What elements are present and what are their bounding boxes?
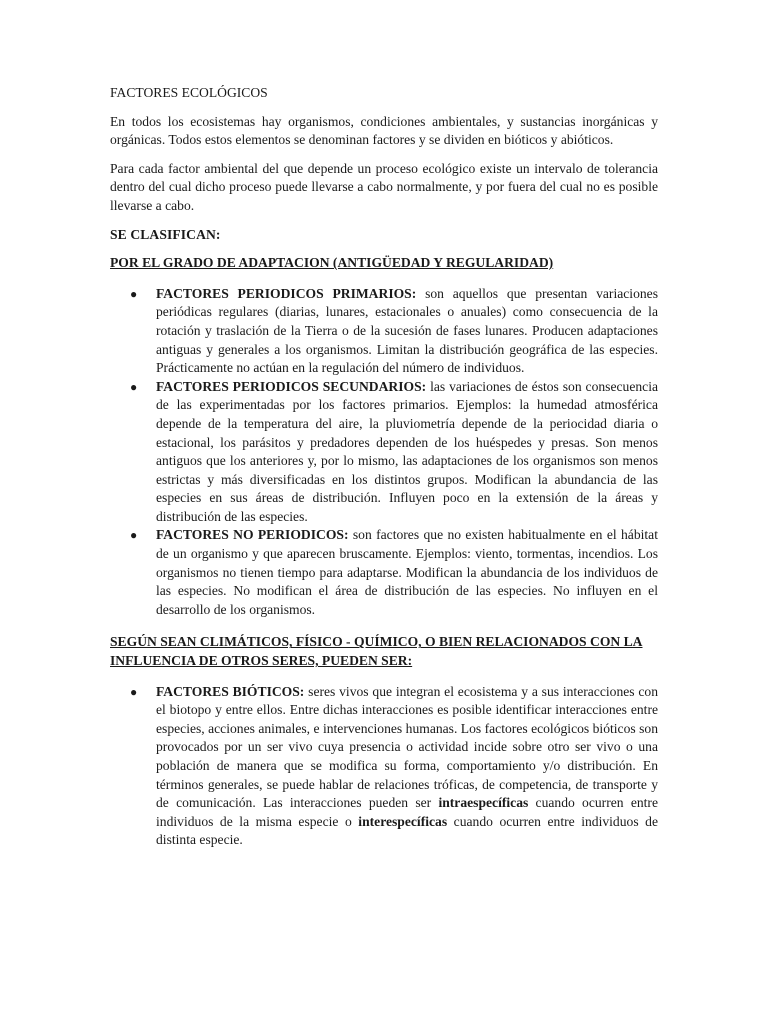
intro-paragraph: En todos los ecosistemas hay organismos, condiciones ambientales, y sustancias inorgánicas y orgánicas. Todos estos elementos se denominan factores y se dividen en bióticos y abióticos. <box>110 113 658 148</box>
bullet-icon: ● <box>130 684 138 699</box>
term-description: son factores que no existen habitualmente en el hábitat de un organismo y que aparecen bruscamente. Ejemplos: viento, tormentas, incendios. Los organismos no tienen tiempo para adaptarse. Modifican la abundancia de los individuos de las especies. No modifican el área de distribución de las especies. No influyen en el desarrollo de los organismos. <box>156 527 658 617</box>
term-label: FACTORES PERIODICOS SECUNDARIOS: <box>156 378 427 394</box>
term-description-cont: cuando ocurren entre individuos de la misma especie o <box>156 795 658 829</box>
interspecific-term: interespecíficas <box>358 813 448 829</box>
section-adaptation-heading: POR EL GRADO DE ADAPTACION (ANTIGÜEDAD Y REGULARIDAD) <box>110 255 554 271</box>
list-item <box>110 526 658 619</box>
term-description: seres vivos que integran el ecosistema y a sus interacciones con el biotopo y entre ellos. Entre dichas interacciones es posible identificar interacciones entre especies, acciones animales, e intervenciones humanas. Los factores ecológicos bióticos son provocados por un ser vivo cuya presencia o actividad incide sobre otro ser vivo o una población de manera que se modifica su forma, comportamiento y/o distribución. En términos generales, se puede hablar de relaciones tróficas, de competencia, de transporte y de comunicación. Las interacciones pueden ser <box>156 683 658 811</box>
term-description: las variaciones de éstos son consecuencia de las experimentadas por los factores primarios. Ejemplos: la humedad atmosférica depende de la temperatura del aire, la pluviometría depende de la periocidad diaria o estacional, los parásitos y predadores dependen de los huéspedes y presas. Son menos antiguos que los anteriores y, por lo mismo, las adaptaciones de los organismos son menos estrictas y más diversificadas en los distintos grupos. Modifican la abundancia de las especies en sus áreas de distribución. Influyen poco en la extensión de la áreas y distribución de las especies. <box>156 378 659 524</box>
tolerance-paragraph: Para cada factor ambiental del que depende un proceso ecológico existe un intervalo de tolerancia dentro del cual dicho proceso puede llevarse a cabo normalmente, y por fuera del cual no es posible llevarse a cabo. <box>110 160 658 213</box>
bullet-icon: ● <box>130 379 138 394</box>
intraspecific-term: intraespecíficas <box>438 795 529 811</box>
term-description: son aquellos que presentan variaciones periódicas regulares (diarias, lunares, estacionales o anuales) como consecuencia de la rotación y traslación de la Tierra o de la sucesión de fases lunares. Producen adaptaciones antiguas y generales a los organismos. Limitan la distribución geográfica de las especies. Prácticamente no actúan en la regulación del número de individuos. <box>156 285 658 376</box>
term-label: FACTORES NO PERIODICOS: <box>156 527 349 543</box>
term-label: FACTORES BIÓTICOS: <box>156 683 305 699</box>
document-title: FACTORES ECOLÓGICOS <box>110 85 268 100</box>
document-page <box>110 84 658 850</box>
list-item <box>110 285 658 378</box>
list-item <box>110 683 658 850</box>
term-label: FACTORES PERIODICOS PRIMARIOS: <box>156 285 417 301</box>
bullet-icon: ● <box>130 528 138 543</box>
bullet-icon: ● <box>130 286 138 301</box>
adaptation-factors-list <box>110 285 658 620</box>
classify-heading: SE CLASIFICAN: <box>110 226 221 242</box>
biotic-factors-list <box>110 683 658 850</box>
list-item <box>110 378 658 527</box>
section-climatic-heading: SEGÚN SEAN CLIMÁTICOS, FÍSICO - QUÍMICO, O BIEN RELACIONADOS CON LA INFLUENCIA DE OTROS SERES, PUEDEN SER: <box>110 634 643 669</box>
term-description-end: cuando ocurren entre individuos de distinta especie. <box>156 813 658 848</box>
